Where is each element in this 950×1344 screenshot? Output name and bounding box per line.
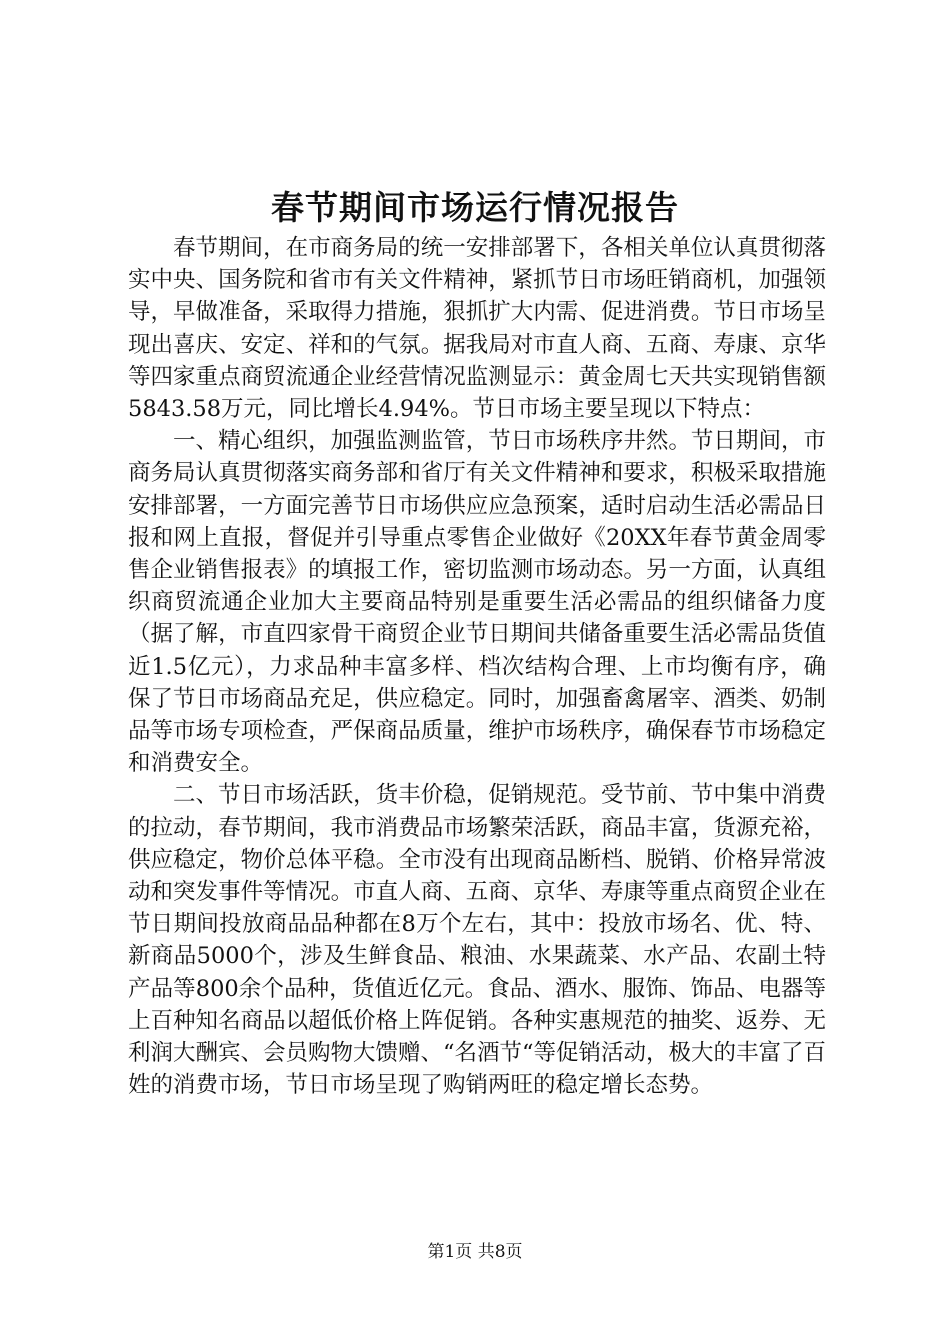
paragraph-intro: 春节期间，在市商务局的统一安排部署下，各相关单位认真贯彻落实中央、国务院和省市有关文件精神，紧抓节日市场旺销商机，加强领导，早做准备，采取得力措施，狠抓扩大内需、促进消费。节日市场呈现出喜庆、安定、祥和的气氛。据我局对市直人商、五商、寿康、京华等四家重点商贸流通企业经营情况监测显示：黄金周七天共实现销售额5843.58万元，同比增长4.94%。节日市场主要呈现以下特点：	[128, 235, 826, 423]
paragraph-section-two: 二、节日市场活跃，货丰价稳，促销规范。受节前、节中集中消费的拉动，春节期间，我市消费品市场繁荣活跃，商品丰富，货源充裕，供应稳定，物价总体平稳。全市没有出现商品断档、脱销、价格异常波动和突发事件等情况。市直人商、五商、京华、寿康等重点商贸企业在节日期间投放商品品种都在8万个左右，其中：投放市场名、优、特、新商品5000个，涉及生鲜食品、粮油、水果蔬菜、水产品、农副土特产品等800余个品种，货值近亿元。食品、酒水、服饰、饰品、电器等上百种知名商品以超低价格上阵促销。各种实惠规范的抽奖、返券、无利润大酬宾、会员购物大馈赠、“名酒节“等促销活动，极大的丰富了百姓的消费市场，节日市场呈现了购销两旺的稳定增长态势。	[128, 782, 827, 1099]
document-title: 春节期间市场运行情况报告	[271, 188, 679, 227]
paragraph-section-one: 一、精心组织，加强监测监管，节日市场秩序井然。节日期间，市商务局认真贯彻落实商务部和省厅有关文件精神和要求，积极采取措施安排部署，一方面完善节日市场供应应急预案，适时启动生活必需品日报和网上直报，督促并引导重点零售企业做好《20XX年春节黄金周零售企业销售报表》的填报工作，密切监测市场动态。另一方面，认真组织商贸流通企业加大主要商品特别是重要生活必需品的组织储备力度（据了解，市直四家骨干商贸企业节日期间共储备重要生活必需品货值近1.5亿元），力求品种丰富多样、档次结构合理、上市均衡有序，确保了节日市场商品充足，供应稳定。同时，加强畜禽屠宰、酒类、奶制品等市场专项检查，严保商品质量，维护市场秩序，确保春节市场稳定和消费安全。	[128, 428, 826, 777]
document-body	[128, 232, 826, 1101]
page-number-footer: 第1页 共8页	[427, 1242, 523, 1262]
